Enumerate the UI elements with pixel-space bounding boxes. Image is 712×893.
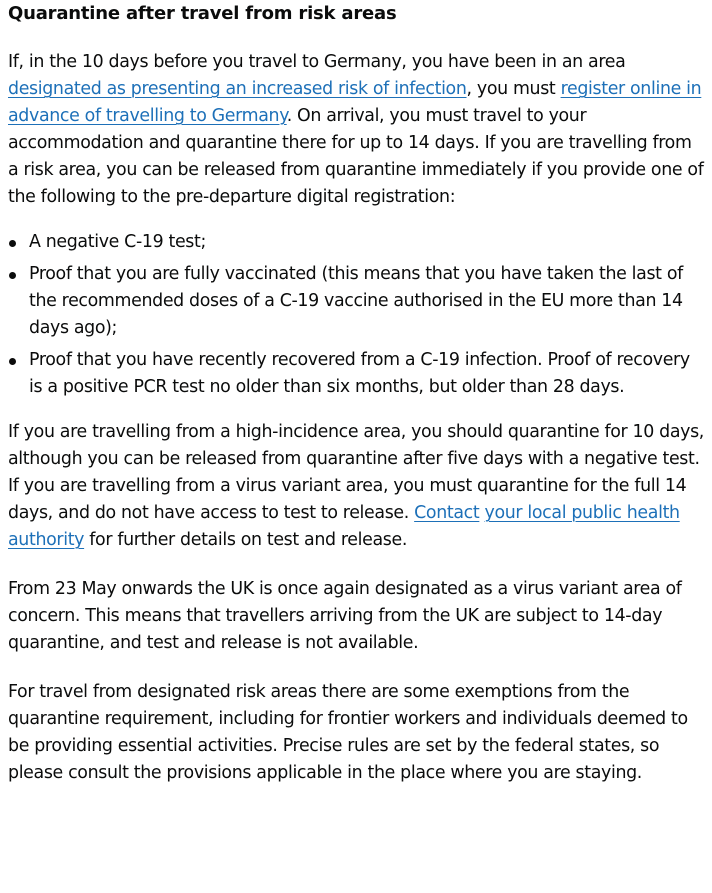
release-requirements-list	[8, 229, 704, 401]
intro-text-1: If, in the 10 days before you travel to Germany, you have been in an area	[8, 52, 626, 72]
health-authority-link[interactable]: your local public health authority	[8, 503, 680, 550]
high-incidence-paragraph	[8, 419, 704, 554]
travel-advice-section	[0, 1, 712, 787]
contact-link[interactable]: Contact	[414, 503, 480, 523]
section-heading: Quarantine after travel from risk areas	[8, 3, 397, 24]
exemptions-paragraph: For travel from designated risk areas there are some exemptions from the quarantine requirement, including for frontier workers and individuals deemed to be providing essential activities. Precise rules are set by the federal states, so please consult the provisions applicable in the place where you are staying.	[8, 682, 688, 783]
high-incidence-text-1: If you are travelling from a high-incidence area, you should quarantine for 10 days, although you can be released from quarantine after five days with a negative test. If you are travelling from a virus variant area, you must quarantine for the full 14 days, and do not have access to test to release.	[8, 422, 704, 523]
list-item	[8, 229, 704, 256]
intro-text-2: , you must	[466, 79, 561, 99]
list-item-text: Proof that you have recently recovered from a C-19 infection. Proof of recovery is a positive PCR test no older than six months, but older than 28 days.	[29, 350, 690, 397]
list-item	[8, 261, 704, 342]
uk-variant-paragraph: From 23 May onwards the UK is once again designated as a virus variant area of concern. This means that travellers arriving from the UK are subject to 14-day quarantine, and test and release is not available.	[8, 579, 682, 653]
list-item	[8, 347, 704, 401]
intro-paragraph	[8, 49, 704, 211]
high-incidence-text-2: for further details on test and release.	[84, 530, 408, 550]
register-online-link[interactable]: register online in advance of travelling to Germany	[8, 79, 702, 126]
intro-text-3: . On arrival, you must travel to your accommodation and quarantine there for up to 14 days. If you are travelling from a risk area, you can be released from quarantine immediately if you provide one of the following to the pre-departure digital registration:	[8, 106, 704, 207]
list-item-text: Proof that you are fully vaccinated (this means that you have taken the last of the recommended doses of a C-19 vaccine authorised in the EU more than 14 days ago);	[29, 264, 683, 338]
risk-areas-link[interactable]: designated as presenting an increased risk of infection	[8, 79, 467, 99]
list-item-text: A negative C-19 test;	[29, 232, 206, 252]
